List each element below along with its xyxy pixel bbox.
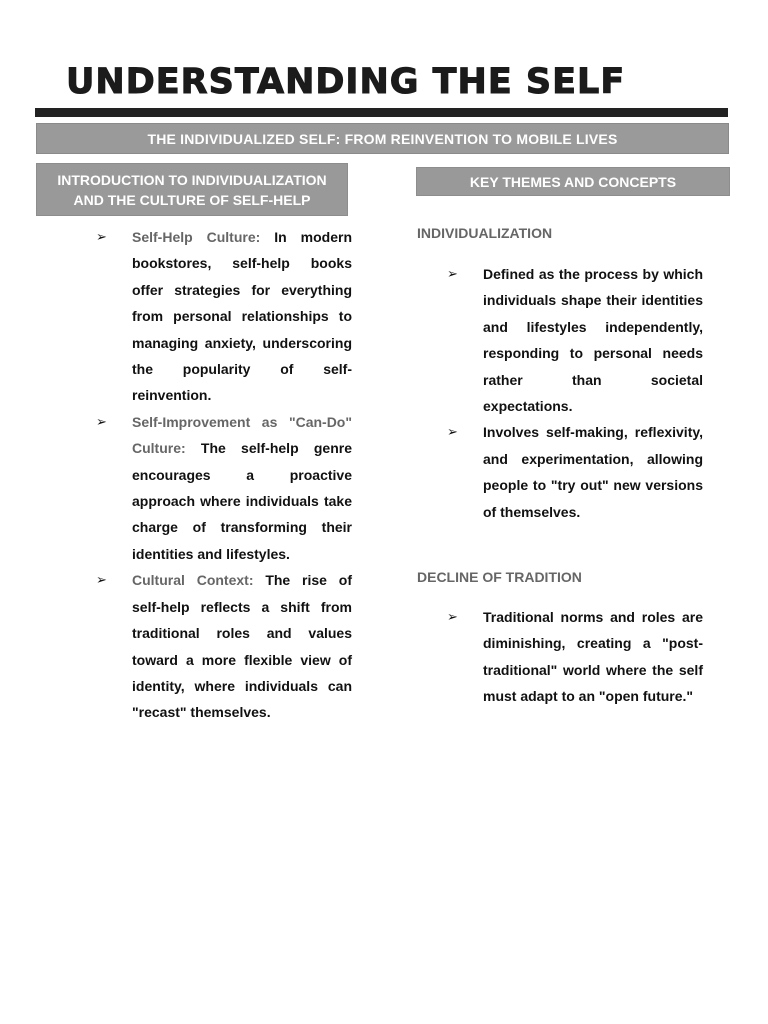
left-header-line2: AND THE CULTURE OF SELF-HELP <box>73 192 311 208</box>
bullet-text: Traditional norms and roles are diminishing, creating a "post-traditional" world where the self must adapt to an "open future." <box>483 609 703 705</box>
bullet-term: Self-Improvement as "Can-Do" Culture: <box>132 413 352 457</box>
list-item <box>447 419 703 525</box>
list-item <box>96 224 352 409</box>
list-item <box>447 604 703 710</box>
arrow-bullet-icon: ➢ <box>447 609 458 624</box>
subtitle-banner: THE INDIVIDUALIZED SELF: FROM REINVENTION TO MOBILE LIVES <box>36 123 729 154</box>
individualization-bullet-list <box>447 261 703 525</box>
right-column-header: KEY THEMES AND CONCEPTS <box>416 167 730 196</box>
arrow-bullet-icon: ➢ <box>447 424 458 440</box>
list-item <box>96 409 352 567</box>
left-bullet-list <box>96 224 352 726</box>
left-header-line1: INTRODUCTION TO INDIVIDUALIZATION <box>57 172 327 188</box>
section-heading-individualization: INDIVIDUALIZATION <box>417 225 553 241</box>
bullet-text: The rise of self-help reflects a shift from traditional roles and values toward a more flexible view of identity, where individuals can "recast" themselves. <box>132 572 352 721</box>
list-item <box>447 261 703 419</box>
page-title: UNDERSTANDING THE SELF <box>66 62 626 102</box>
bullet-term: Cultural Context: <box>132 572 254 589</box>
bullet-text: In modern bookstores, self-help books offer strategies for everything from personal relationships to managing anxiety, underscoring the popularity of self-reinvention. <box>132 229 353 404</box>
arrow-bullet-icon: ➢ <box>447 266 458 281</box>
bullet-text: Defined as the process by which individuals shape their identities and lifestyles independently, responding to personal needs rather than societal expectations. <box>483 266 703 415</box>
bullet-term: Self-Help Culture: <box>132 229 261 245</box>
tradition-bullet-list <box>447 604 703 710</box>
left-column-header <box>36 163 348 216</box>
title-divider <box>35 108 728 117</box>
list-item <box>96 567 352 725</box>
section-heading-decline-of-tradition: DECLINE OF TRADITION <box>417 569 582 585</box>
bullet-text: The self-help genre encourages a proactive approach where individuals take charge of transforming their identities and lifestyles. <box>132 440 352 562</box>
arrow-bullet-icon: ➢ <box>96 572 107 588</box>
bullet-text: Involves self-making, reflexivity, and experimentation, allowing people to "try out" new versions of themselves. <box>483 424 703 520</box>
arrow-bullet-icon: ➢ <box>96 229 107 244</box>
arrow-bullet-icon: ➢ <box>96 413 107 429</box>
